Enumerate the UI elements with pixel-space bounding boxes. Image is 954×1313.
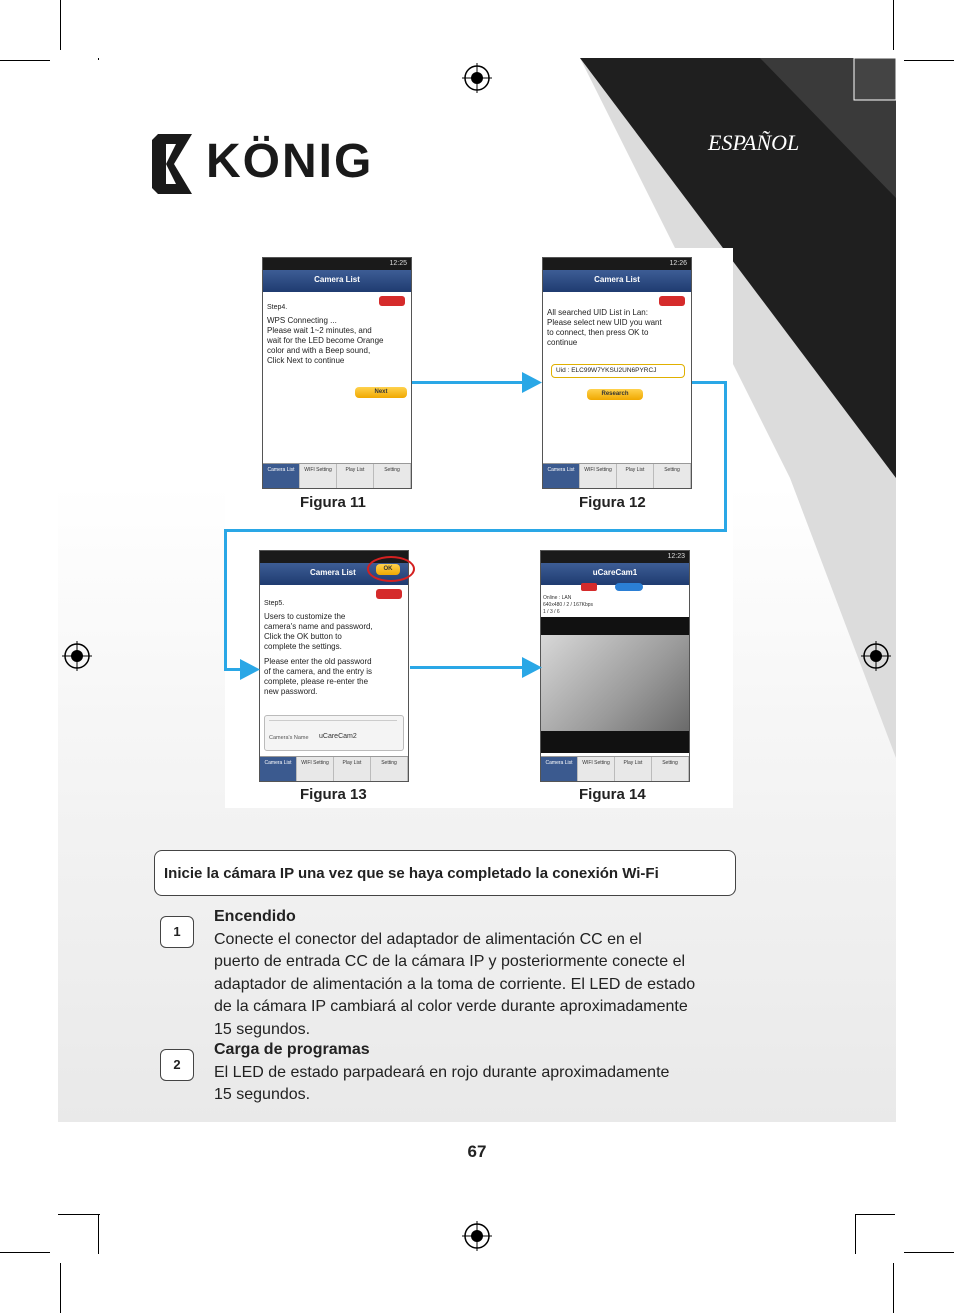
text-line: 15 segundos. <box>214 1020 311 1038</box>
tab-play-list[interactable]: Play List <box>337 464 374 488</box>
tab-wifi-setting[interactable]: WIFI Setting <box>300 464 337 488</box>
video-view[interactable] <box>541 617 689 753</box>
text-line: Please enter the old password <box>264 657 372 666</box>
figure-caption: Figura 14 <box>579 786 646 803</box>
text-line: El LED de estado parpadeará en rojo durante aproximadamente <box>214 1064 670 1081</box>
uid-value: ELC99W7YKSU2UN6PYRCJ <box>571 367 657 374</box>
camera-name-field[interactable]: uCareCam2 <box>319 733 357 740</box>
figure-caption: Figura 12 <box>579 494 646 511</box>
crop-mark <box>58 1214 100 1215</box>
crop-mark <box>0 60 50 61</box>
text-line: Click Next to continue <box>267 356 345 365</box>
delete-icon <box>376 589 402 599</box>
tab-wifi-setting[interactable]: WIFI Setting <box>580 464 617 488</box>
step-description <box>214 929 734 1041</box>
text-line: wait for the LED become Orange <box>267 336 384 345</box>
text-line: WPS Connecting ... <box>267 316 337 325</box>
tab-play-list[interactable]: Play List <box>617 464 654 488</box>
step-number: 1 <box>160 916 194 948</box>
instructions <box>547 308 687 348</box>
text-line: camera's name and password, <box>264 622 373 631</box>
crop-mark <box>0 1252 50 1253</box>
highlight-circle <box>367 556 415 582</box>
camera-image <box>541 635 689 731</box>
arrow-head-icon <box>240 659 260 680</box>
flow-arrow <box>410 666 524 669</box>
tab-bar <box>263 463 411 488</box>
tab-camera-list[interactable]: Camera List <box>263 464 300 488</box>
tab-setting[interactable]: Setting <box>371 757 408 781</box>
tab-play-list[interactable]: Play List <box>615 757 652 781</box>
ok-button[interactable]: OK <box>376 564 400 575</box>
step-description <box>214 1062 734 1107</box>
crop-mark <box>904 60 954 61</box>
step-title: Encendido <box>214 908 296 925</box>
uid-list-item[interactable] <box>551 364 685 378</box>
flow-arrow <box>224 529 227 671</box>
screen-title: Camera List <box>260 563 408 585</box>
delete-icon <box>659 296 685 306</box>
tab-camera-list[interactable]: Camera List <box>541 757 578 781</box>
crop-mark <box>893 1263 894 1313</box>
text-line: continue <box>547 338 578 347</box>
text-line: All searched UID List in Lan: <box>547 308 648 317</box>
instructions <box>267 316 407 366</box>
text-line: new password. <box>264 687 318 696</box>
instructions-password <box>264 657 404 697</box>
tab-wifi-setting[interactable]: WIFI Setting <box>297 757 334 781</box>
tab-bar <box>260 756 408 781</box>
screen-title: Camera List <box>263 270 411 292</box>
research-button[interactable]: Research <box>587 389 643 400</box>
tab-setting[interactable]: Setting <box>654 464 691 488</box>
tab-bar <box>541 756 689 781</box>
text-line: to connect, then press OK to <box>547 328 649 337</box>
registration-mark-icon <box>462 1221 492 1251</box>
arrow-head-icon <box>522 657 542 678</box>
crop-mark <box>904 1252 954 1253</box>
step-label: Step4. <box>267 304 288 311</box>
registration-mark-icon <box>62 641 92 671</box>
figure-caption: Figura 13 <box>300 786 367 803</box>
section-title: Inicie la cámara IP una vez que se haya completado la conexión Wi-Fi <box>164 865 659 882</box>
instructions <box>264 612 404 652</box>
stream-info <box>543 595 593 616</box>
crop-mark <box>855 1214 856 1254</box>
screenshot-figure-11 <box>262 257 412 489</box>
step-label: Step5. <box>264 600 285 607</box>
tab-setting[interactable]: Setting <box>374 464 411 488</box>
crop-mark <box>60 0 61 50</box>
text-line: complete, please re-enter the <box>264 677 369 686</box>
tab-setting[interactable]: Setting <box>652 757 689 781</box>
page-number: 67 <box>467 1142 487 1161</box>
registration-mark-icon <box>462 63 492 93</box>
crop-mark <box>98 1214 99 1254</box>
text-line: Conecte el conector del adaptador de alimentación CC en el <box>214 931 642 948</box>
text-line: de la cámara IP cambiará al color verde durante aproximadamente <box>214 998 688 1016</box>
status-bar: 12:26 <box>543 258 691 270</box>
screenshot-figure-14 <box>540 550 690 782</box>
flow-arrow <box>412 381 524 384</box>
speaker-icon[interactable] <box>615 583 643 591</box>
status-bar: 12:23 <box>541 551 689 563</box>
text-line: 640x480 / 2 / 167Kbps <box>543 602 594 608</box>
status-bar: 12:25 <box>263 258 411 270</box>
tab-camera-list[interactable]: Camera List <box>260 757 297 781</box>
tab-bar <box>543 463 691 488</box>
tab-wifi-setting[interactable]: WIFI Setting <box>578 757 615 781</box>
screen-title: uCareCam1 <box>541 563 689 585</box>
screenshot-figure-12 <box>542 257 692 489</box>
text-line: color and with a Beep sound, <box>267 346 371 355</box>
text-line: 1 / 3 / 6 <box>543 609 560 615</box>
text-line: Click the OK button to <box>264 632 342 641</box>
divider <box>269 720 397 721</box>
record-icon[interactable] <box>581 583 597 591</box>
text-line: 15 segundos. <box>214 1086 311 1104</box>
figure-caption: Figura 11 <box>300 494 366 511</box>
step-number: 2 <box>160 1049 194 1081</box>
text-line: Online : LAN <box>543 595 572 601</box>
arrow-head-icon <box>522 372 542 393</box>
text-line: Please wait 1~2 minutes, and <box>267 326 372 335</box>
screen-title: Camera List <box>543 270 691 292</box>
text-line: Please select new UID you want <box>547 318 662 327</box>
brand-wordmark: KÖNIG <box>206 135 374 188</box>
konig-logo-icon <box>152 134 202 194</box>
name-label: Camera's Name <box>269 735 309 741</box>
crop-mark <box>60 1263 61 1313</box>
language-label: ESPAÑOL <box>708 130 800 155</box>
flow-arrow <box>224 529 727 532</box>
flow-arrow <box>692 381 727 384</box>
tab-play-list[interactable]: Play List <box>334 757 371 781</box>
text-line: complete the settings. <box>264 642 342 651</box>
step-title: Carga de programas <box>214 1041 370 1058</box>
text-line: adaptador de alimentación a la toma de corriente. El LED de estado <box>214 975 696 993</box>
text-line: puerto de entrada CC de la cámara IP y posteriormente conecte el <box>214 953 686 971</box>
crop-mark <box>855 1214 895 1215</box>
name-form <box>264 715 404 751</box>
tab-camera-list[interactable]: Camera List <box>543 464 580 488</box>
next-button[interactable]: Next <box>355 387 407 398</box>
text-line: Users to customize the <box>264 612 346 621</box>
registration-mark-icon <box>861 641 891 671</box>
flow-arrow <box>724 381 727 531</box>
text-line: of the camera, and the entry is <box>264 667 373 676</box>
uid-prefix: Uid : <box>556 367 570 374</box>
crop-mark <box>893 0 894 50</box>
screenshot-figure-13 <box>259 550 409 782</box>
